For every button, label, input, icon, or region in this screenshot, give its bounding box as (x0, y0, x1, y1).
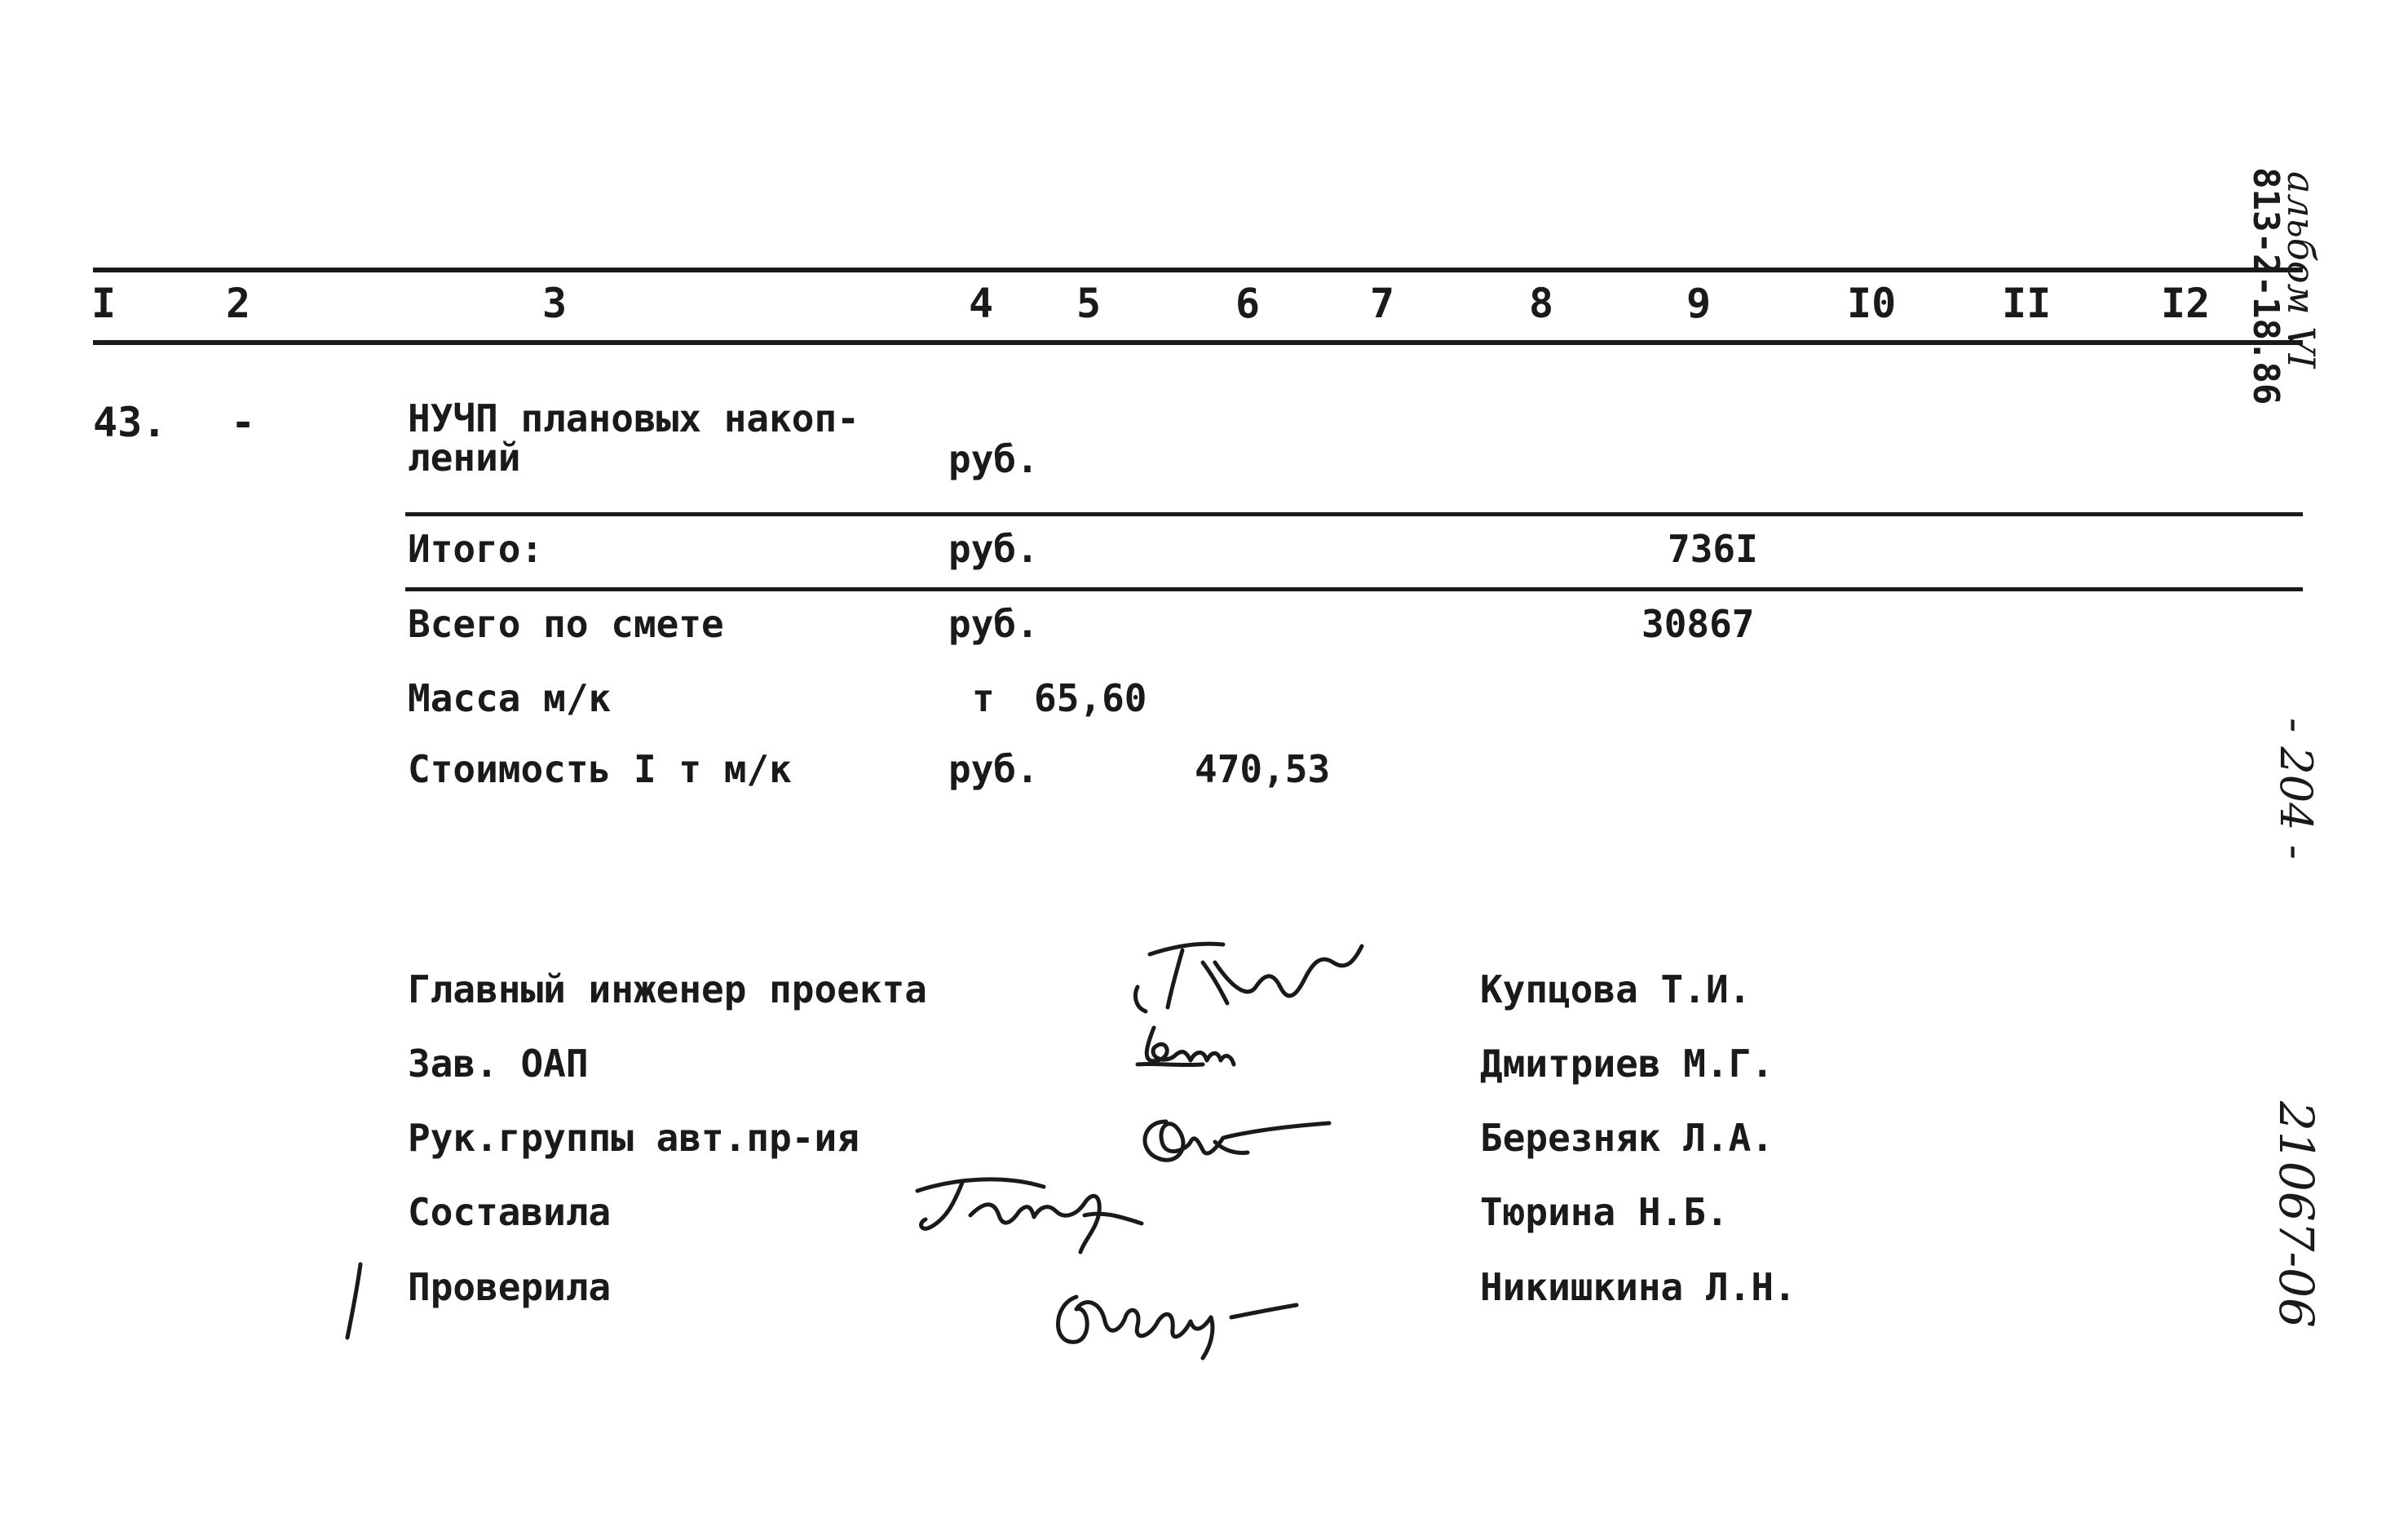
row43-dash: - (231, 399, 256, 446)
mass-unit: т (972, 676, 995, 720)
total-value: 736I (1668, 527, 1758, 571)
grand-total-value: 30867 (1641, 602, 1755, 646)
column-number-10: I0 (1847, 280, 1897, 327)
stamp-handwritten: альбом VI (2279, 171, 2323, 369)
column-number-3: 3 (542, 280, 568, 327)
cost-per-ton-label: Стоимость I т м/к (408, 747, 792, 791)
signature-role: Главный инженер проекта (408, 967, 927, 1011)
cost-per-ton-unit: руб. (948, 747, 1039, 791)
column-number-12: I2 (2161, 280, 2211, 327)
signature-name: Березняк Л.А. (1480, 1116, 1774, 1160)
signature-name: Купцова Т.И. (1480, 967, 1752, 1011)
total-bottom-rule (405, 587, 2303, 591)
signature-role: Зав. ОАП (408, 1042, 589, 1086)
page-number: - 204 - (2270, 718, 2322, 860)
column-number-5: 5 (1076, 280, 1102, 327)
grand-total-label: Всего по смете (408, 602, 724, 646)
column-number-7: 7 (1370, 280, 1395, 327)
total-unit: руб. (948, 527, 1039, 571)
total-top-rule (405, 512, 2303, 516)
document-number: 21067-06 (2269, 1101, 2324, 1328)
mass-value: 65,60 (1034, 676, 1147, 720)
handwritten-signature (1044, 1272, 1321, 1362)
handwritten-signature (1129, 1015, 1252, 1081)
stamp-line1: 813-2- (2245, 167, 2286, 297)
signature-name: Никишкина Л.Н. (1480, 1265, 1796, 1309)
column-number-11: II (2002, 280, 2052, 327)
header-top-rule (93, 268, 2303, 272)
total-label: Итого: (408, 527, 544, 571)
column-number-1: I (91, 280, 117, 327)
row43-number: 43. (93, 399, 167, 446)
column-number-4: 4 (969, 280, 994, 327)
row43-name-line2: лений (408, 436, 521, 480)
grand-total-unit: руб. (948, 602, 1039, 646)
signature-role: Рук.группы авт.пр-ия (408, 1116, 859, 1160)
signature-role: Составила (408, 1190, 612, 1234)
check-mark (342, 1256, 367, 1346)
row43-unit: руб. (948, 437, 1039, 481)
signature-name: Тюрина Н.Б. (1480, 1190, 1729, 1234)
signature-name: Дмитриев М.Г. (1480, 1042, 1774, 1086)
signature-role: Проверила (408, 1265, 612, 1309)
column-number-6: 6 (1235, 280, 1261, 327)
column-number-2: 2 (226, 280, 251, 327)
cost-per-ton-value: 470,53 (1195, 747, 1331, 791)
stamp-line2: 18.86 (2245, 296, 2286, 405)
column-number-9: 9 (1686, 280, 1712, 327)
handwritten-signature (905, 1166, 1207, 1264)
stamp-top-right (2245, 167, 2286, 405)
header-bottom-rule (93, 340, 2303, 345)
mass-label: Масса м/к (408, 676, 612, 720)
column-number-8: 8 (1529, 280, 1554, 327)
row43-name-line1: НУЧП плановых накоп- (408, 396, 859, 440)
